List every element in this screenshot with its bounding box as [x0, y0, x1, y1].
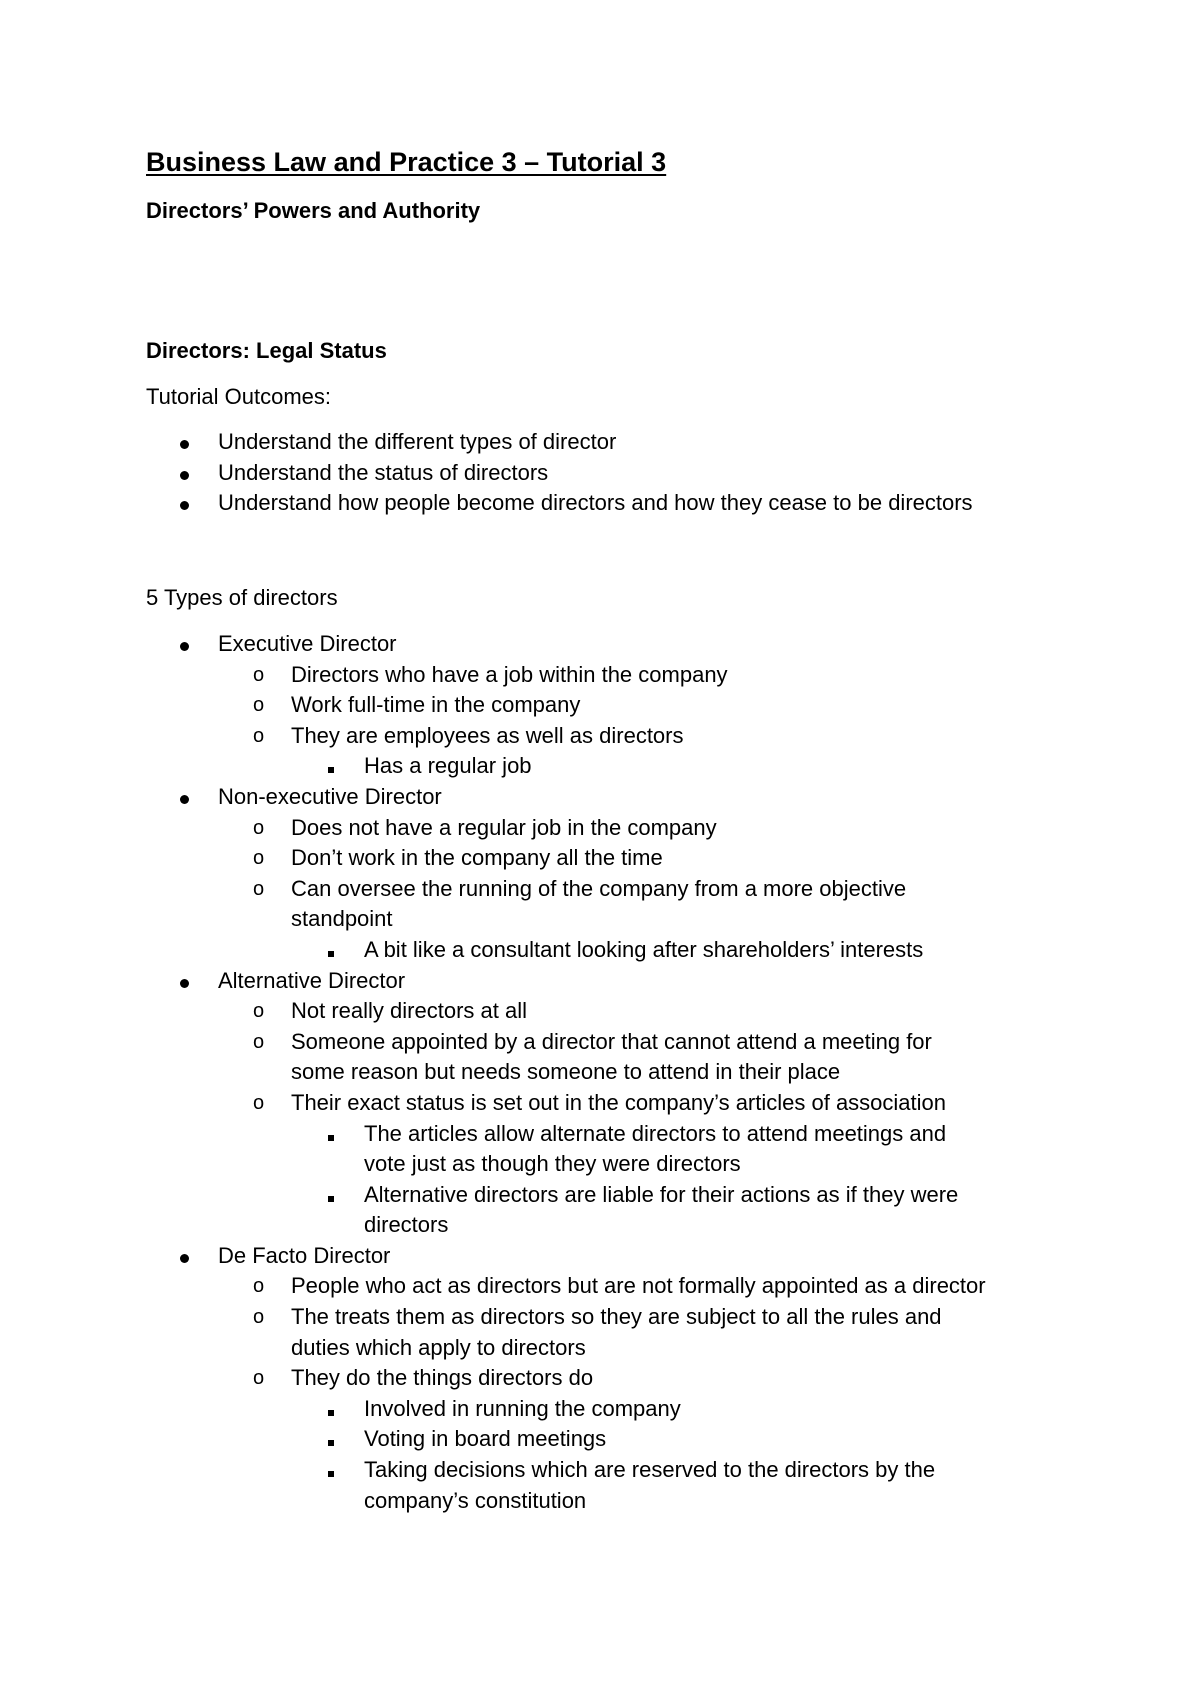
circle-bullet-icon: o	[253, 847, 265, 870]
list-item	[0, 629, 986, 660]
list-item-text: Non-executive Director	[218, 783, 442, 809]
list-item-text: The treats them as directors so they are subject to all the rules and	[291, 1304, 942, 1330]
circle-bullet-icon: o	[253, 1030, 265, 1053]
square-bullet-icon	[326, 1394, 334, 1425]
list-item-continuation	[0, 904, 986, 935]
document-title: Business Law and Practice 3 – Tutorial 3	[146, 147, 667, 177]
list-item	[0, 813, 986, 844]
circle-bullet-icon: o	[253, 816, 265, 839]
list-item	[0, 1302, 986, 1333]
square-bullet-icon	[326, 1424, 334, 1455]
bullet-icon	[180, 966, 189, 997]
list-item-text: Directors who have a job within the company	[291, 661, 728, 687]
list-item-continuation	[0, 1149, 986, 1180]
list-item	[0, 782, 986, 813]
list-item-text: They are employees as well as directors	[291, 722, 684, 748]
list-item	[0, 996, 986, 1027]
list-item-text: Their exact status is set out in the company’s articles of association	[291, 1089, 947, 1115]
list-item	[0, 966, 986, 997]
list-item	[0, 690, 986, 721]
square-bullet-icon	[326, 1180, 334, 1211]
list-item	[0, 935, 986, 966]
list-item-text: Has a regular job	[364, 753, 532, 779]
list-item	[0, 1271, 986, 1302]
list-item	[0, 874, 986, 905]
bullet-icon	[180, 427, 189, 458]
list-item-text: standpoint	[291, 906, 393, 932]
list-item-continuation	[0, 1486, 986, 1517]
list-item-text: People who act as directors but are not formally appointed as a director	[291, 1273, 986, 1299]
types-label: 5 Types of directors	[146, 585, 338, 610]
circle-bullet-icon: o	[253, 724, 265, 747]
list-item	[0, 660, 986, 691]
bullet-icon	[180, 458, 189, 489]
list-item	[0, 427, 973, 458]
list-item-text: Does not have a regular job in the company	[291, 814, 717, 840]
list-item-text: Alternative directors are liable for their actions as if they were	[364, 1181, 959, 1207]
list-item-text: Involved in running the company	[364, 1395, 681, 1421]
circle-bullet-icon: o	[253, 1275, 265, 1298]
list-item	[0, 1088, 986, 1119]
bullet-icon	[180, 629, 189, 660]
list-item	[0, 488, 973, 519]
list-item	[0, 1027, 986, 1058]
list-item-continuation	[0, 1210, 986, 1241]
outcomes-label: Tutorial Outcomes:	[146, 384, 332, 409]
list-item	[0, 1455, 986, 1486]
circle-bullet-icon: o	[253, 663, 265, 686]
outcomes-list	[0, 427, 973, 519]
list-item	[0, 458, 973, 489]
list-item-text: Alternative Director	[218, 967, 406, 993]
list-item-text: They do the things directors do	[291, 1365, 594, 1391]
list-item-text: Voting in board meetings	[364, 1426, 607, 1452]
list-item	[0, 1394, 986, 1425]
list-item	[0, 721, 986, 752]
list-item-text: Taking decisions which are reserved to the directors by the	[364, 1457, 936, 1483]
list-item-text: company’s constitution	[364, 1487, 587, 1513]
square-bullet-icon	[326, 751, 334, 782]
circle-bullet-icon: o	[253, 1367, 265, 1390]
square-bullet-icon	[326, 1119, 334, 1150]
circle-bullet-icon: o	[253, 1306, 265, 1329]
list-item-text: some reason but needs someone to attend in their place	[291, 1059, 841, 1085]
list-item-text: Executive Director	[218, 631, 397, 656]
list-item	[0, 1180, 986, 1211]
list-item-text: De Facto Director	[218, 1242, 391, 1268]
list-item-text: Understand the different types of director	[218, 429, 617, 454]
circle-bullet-icon: o	[253, 877, 265, 900]
document-subtitle: Directors’ Powers and Authority	[146, 198, 481, 223]
list-item	[0, 843, 986, 874]
list-item-text: Not really directors at all	[291, 998, 527, 1024]
square-bullet-icon	[326, 935, 334, 966]
list-item-text: Someone appointed by a director that cannot attend a meeting for	[291, 1028, 932, 1054]
list-item	[0, 1119, 986, 1150]
circle-bullet-icon: o	[253, 694, 265, 717]
list-item-text: directors	[364, 1212, 449, 1238]
list-item-text: The articles allow alternate directors to attend meetings and	[364, 1120, 947, 1146]
list-item	[0, 1363, 986, 1394]
circle-bullet-icon: o	[253, 1000, 265, 1023]
list-item-text: A bit like a consultant looking after shareholders’ interests	[364, 936, 924, 962]
list-item-text: Don’t work in the company all the time	[291, 845, 663, 871]
list-item-text: Work full-time in the company	[291, 692, 581, 718]
section-heading: Directors: Legal Status	[146, 338, 387, 363]
types-list	[0, 629, 986, 1516]
circle-bullet-icon: o	[253, 1091, 265, 1114]
list-item-text: vote just as though they were directors	[364, 1151, 741, 1177]
list-item-text: Understand the status of directors	[218, 459, 549, 485]
list-item	[0, 751, 986, 782]
square-bullet-icon	[326, 1455, 334, 1486]
bullet-icon	[180, 1241, 189, 1272]
list-item-text: Can oversee the running of the company from a more objective	[291, 875, 907, 901]
bullet-icon	[180, 488, 189, 519]
list-item	[0, 1424, 986, 1455]
list-item-text: duties which apply to directors	[291, 1334, 586, 1360]
bullet-icon	[180, 782, 189, 813]
list-item-text: Understand how people become directors and how they cease to be directors	[218, 490, 973, 516]
list-item	[0, 1241, 986, 1272]
list-item-continuation	[0, 1333, 986, 1364]
list-item-continuation	[0, 1057, 986, 1088]
